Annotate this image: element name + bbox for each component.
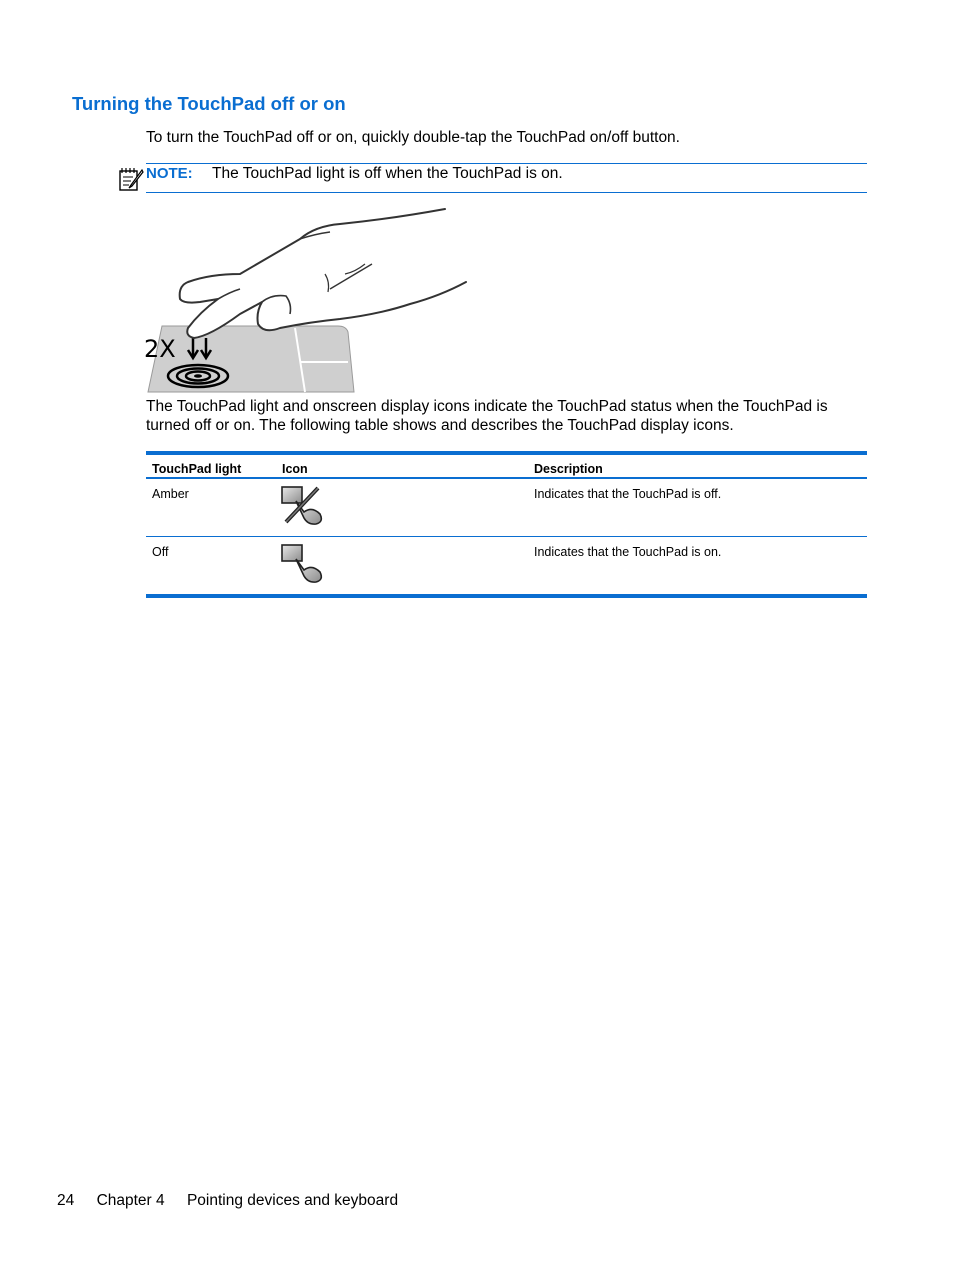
- touchpad-on-icon: [280, 542, 324, 584]
- tap-count-label: 2X: [144, 335, 176, 363]
- table-header: [146, 451, 867, 479]
- note-pencil-icon: [118, 166, 144, 192]
- touchpad-off-icon: [280, 484, 324, 526]
- double-tap-touchpad-illustration: [140, 204, 470, 394]
- cell-light: Amber: [152, 487, 189, 501]
- header-icon: Icon: [282, 462, 308, 476]
- header-touchpad-light: TouchPad light: [152, 462, 242, 476]
- intro-text: To turn the TouchPad off or on, quickly double-tap the TouchPad on/off button.: [146, 129, 680, 146]
- touchpad-status-table: [146, 451, 867, 598]
- chapter-title: Pointing devices and keyboard: [186, 1192, 399, 1209]
- cell-description: Indicates that the TouchPad is on.: [534, 545, 722, 559]
- note-label: NOTE:: [146, 165, 193, 182]
- page-number: 24: [57, 1192, 75, 1209]
- page-footer: [57, 1192, 416, 1210]
- table-row: [146, 537, 867, 598]
- cell-description: Indicates that the TouchPad is off.: [534, 487, 722, 501]
- section-heading: Turning the TouchPad off or on: [72, 93, 346, 114]
- table-row: [146, 479, 867, 537]
- chapter-label: Chapter 4: [96, 1192, 165, 1209]
- note-text: The TouchPad light is off when the TouchPad is on.: [212, 165, 563, 182]
- note-box: [146, 163, 867, 193]
- header-description: Description: [534, 462, 603, 476]
- cell-light: Off: [152, 545, 169, 559]
- status-paragraph: The TouchPad light and onscreen display icons indicate the TouchPad status when the TouchPad is turned off or on. The following table shows and describes the TouchPad display icons.: [146, 398, 828, 434]
